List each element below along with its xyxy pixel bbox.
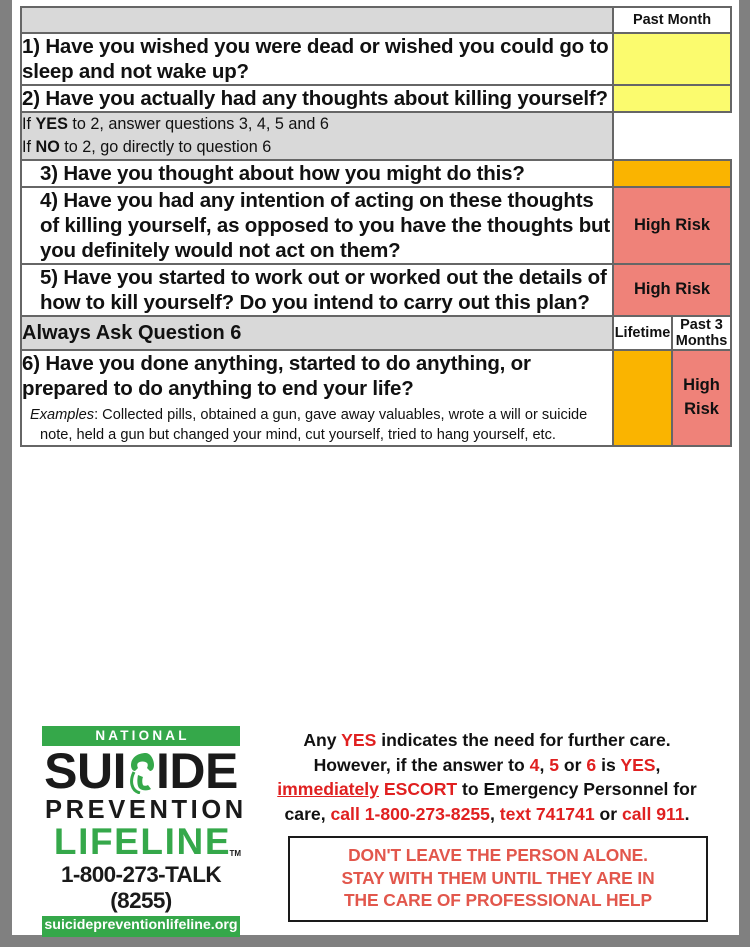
footer-panel (20, 712, 730, 934)
table-row (21, 85, 731, 112)
logo-suicide-part2: IDE (156, 742, 238, 799)
question-1-text: 1) Have you wished you were dead or wished you could go to sleep and not wake up? (22, 35, 609, 83)
branch-note-line-1: If YES to 2, answer questions 3, 4, 5 and 6 (22, 115, 329, 133)
branch-note-line-2: If NO to 2, go directly to question 6 (22, 138, 272, 156)
logo-website-url[interactable]: suicidepreventionlifeline.org (42, 916, 240, 937)
table-row (21, 350, 731, 446)
table-row (21, 33, 731, 85)
advice-text (252, 728, 722, 827)
question-5-cell (21, 264, 613, 316)
advice-line-4: care, call 1-800-273-8255, text 741741 or call 911. (284, 803, 690, 824)
branch-note-spacer (613, 112, 731, 160)
question-3-cell (21, 160, 613, 187)
table-row (21, 264, 731, 316)
branch-note (21, 112, 613, 160)
question-3-text: 3) Have you thought about how you might do this? (40, 162, 525, 185)
warning-line-2: STAY WITH THEM UNTIL THEY ARE IN (341, 867, 655, 888)
question-2-text: 2) Have you actually had any thoughts about killing yourself? (22, 87, 608, 110)
warning-line-1: DON'T LEAVE THE PERSON ALONE. (348, 845, 648, 865)
header-blank-cell (21, 7, 613, 33)
question-5-risk-badge[interactable]: High Risk (613, 264, 731, 316)
question-1-cell (21, 33, 613, 85)
question-2-answer-box[interactable] (613, 85, 731, 112)
logo-lifeline-text: LIFELINE (53, 821, 232, 863)
table-row (21, 160, 731, 187)
table-header-row (21, 7, 731, 33)
question-4-risk-badge[interactable]: High Risk (613, 187, 731, 264)
logo-suicide-part1: SUI (44, 742, 126, 799)
question-6-cell (21, 350, 613, 446)
question-6-examples (22, 406, 612, 445)
header-past-month: Past Month (613, 7, 731, 33)
cssrs-screener-card (12, 0, 739, 935)
warning-line-3: THE CARE OF PROFESSIONAL HELP (344, 890, 652, 911)
always-ask-row (21, 316, 731, 350)
question-5-text: 5) Have you started to work out or worked out the details of how to kill yourself? Do you intend to carry out this plan? (40, 266, 607, 314)
advice-line-3: immediately ESCORT to Emergency Personnel for (277, 779, 697, 800)
header-past-3-months (672, 316, 731, 350)
logo-national-band: NATIONAL (42, 726, 240, 746)
risk-assessment-table (20, 6, 732, 447)
question-4-text: 4) Have you had any intention of acting on these thoughts of killing yourself, as opposed to you have the thoughts but you definitely would not act on them? (40, 189, 610, 262)
trademark-mark: TM (229, 849, 241, 859)
logo-phone-number: 1-800-273-TALK (8255) (61, 862, 221, 914)
question-4-cell (21, 187, 613, 264)
question-1-answer-box[interactable] (613, 33, 731, 85)
question-6-lifetime-box[interactable] (613, 350, 672, 446)
warning-box (288, 836, 708, 922)
branch-note-row (21, 112, 731, 160)
advice-line-2: However, if the answer to 4, 5 or 6 is YES, (313, 754, 661, 775)
logo-suicide-word (42, 742, 240, 799)
header-past-3-line2: Months (675, 333, 728, 350)
question-2-cell (21, 85, 613, 112)
question-6-past3-risk-badge[interactable]: High Risk (672, 350, 731, 446)
examples-text: : Collected pills, obtained a gun, gave away valuables, wrote a will or suicide note, held a gun but changed your mind, cut yourself, tried to hang yourself, etc. (40, 407, 588, 443)
always-ask-label: Always Ask Question 6 (21, 316, 613, 350)
logo-prevention-word: PREVENTION (45, 795, 247, 824)
examples-label: Examples (30, 407, 95, 424)
advice-line-1: Any YES indicates the need for further care. (303, 730, 671, 750)
phone-handset-icon (126, 750, 156, 794)
question-6-text: 6) Have you done anything, started to do anything, or prepared to do anything to end your life? (22, 352, 531, 401)
logo-lifeline-word (42, 821, 241, 863)
table-row (21, 187, 731, 264)
header-past-3-line1: Past 3 (680, 317, 723, 333)
question-3-answer-box[interactable] (613, 160, 731, 187)
lifeline-logo (42, 726, 247, 937)
header-lifetime: Lifetime (613, 316, 672, 350)
